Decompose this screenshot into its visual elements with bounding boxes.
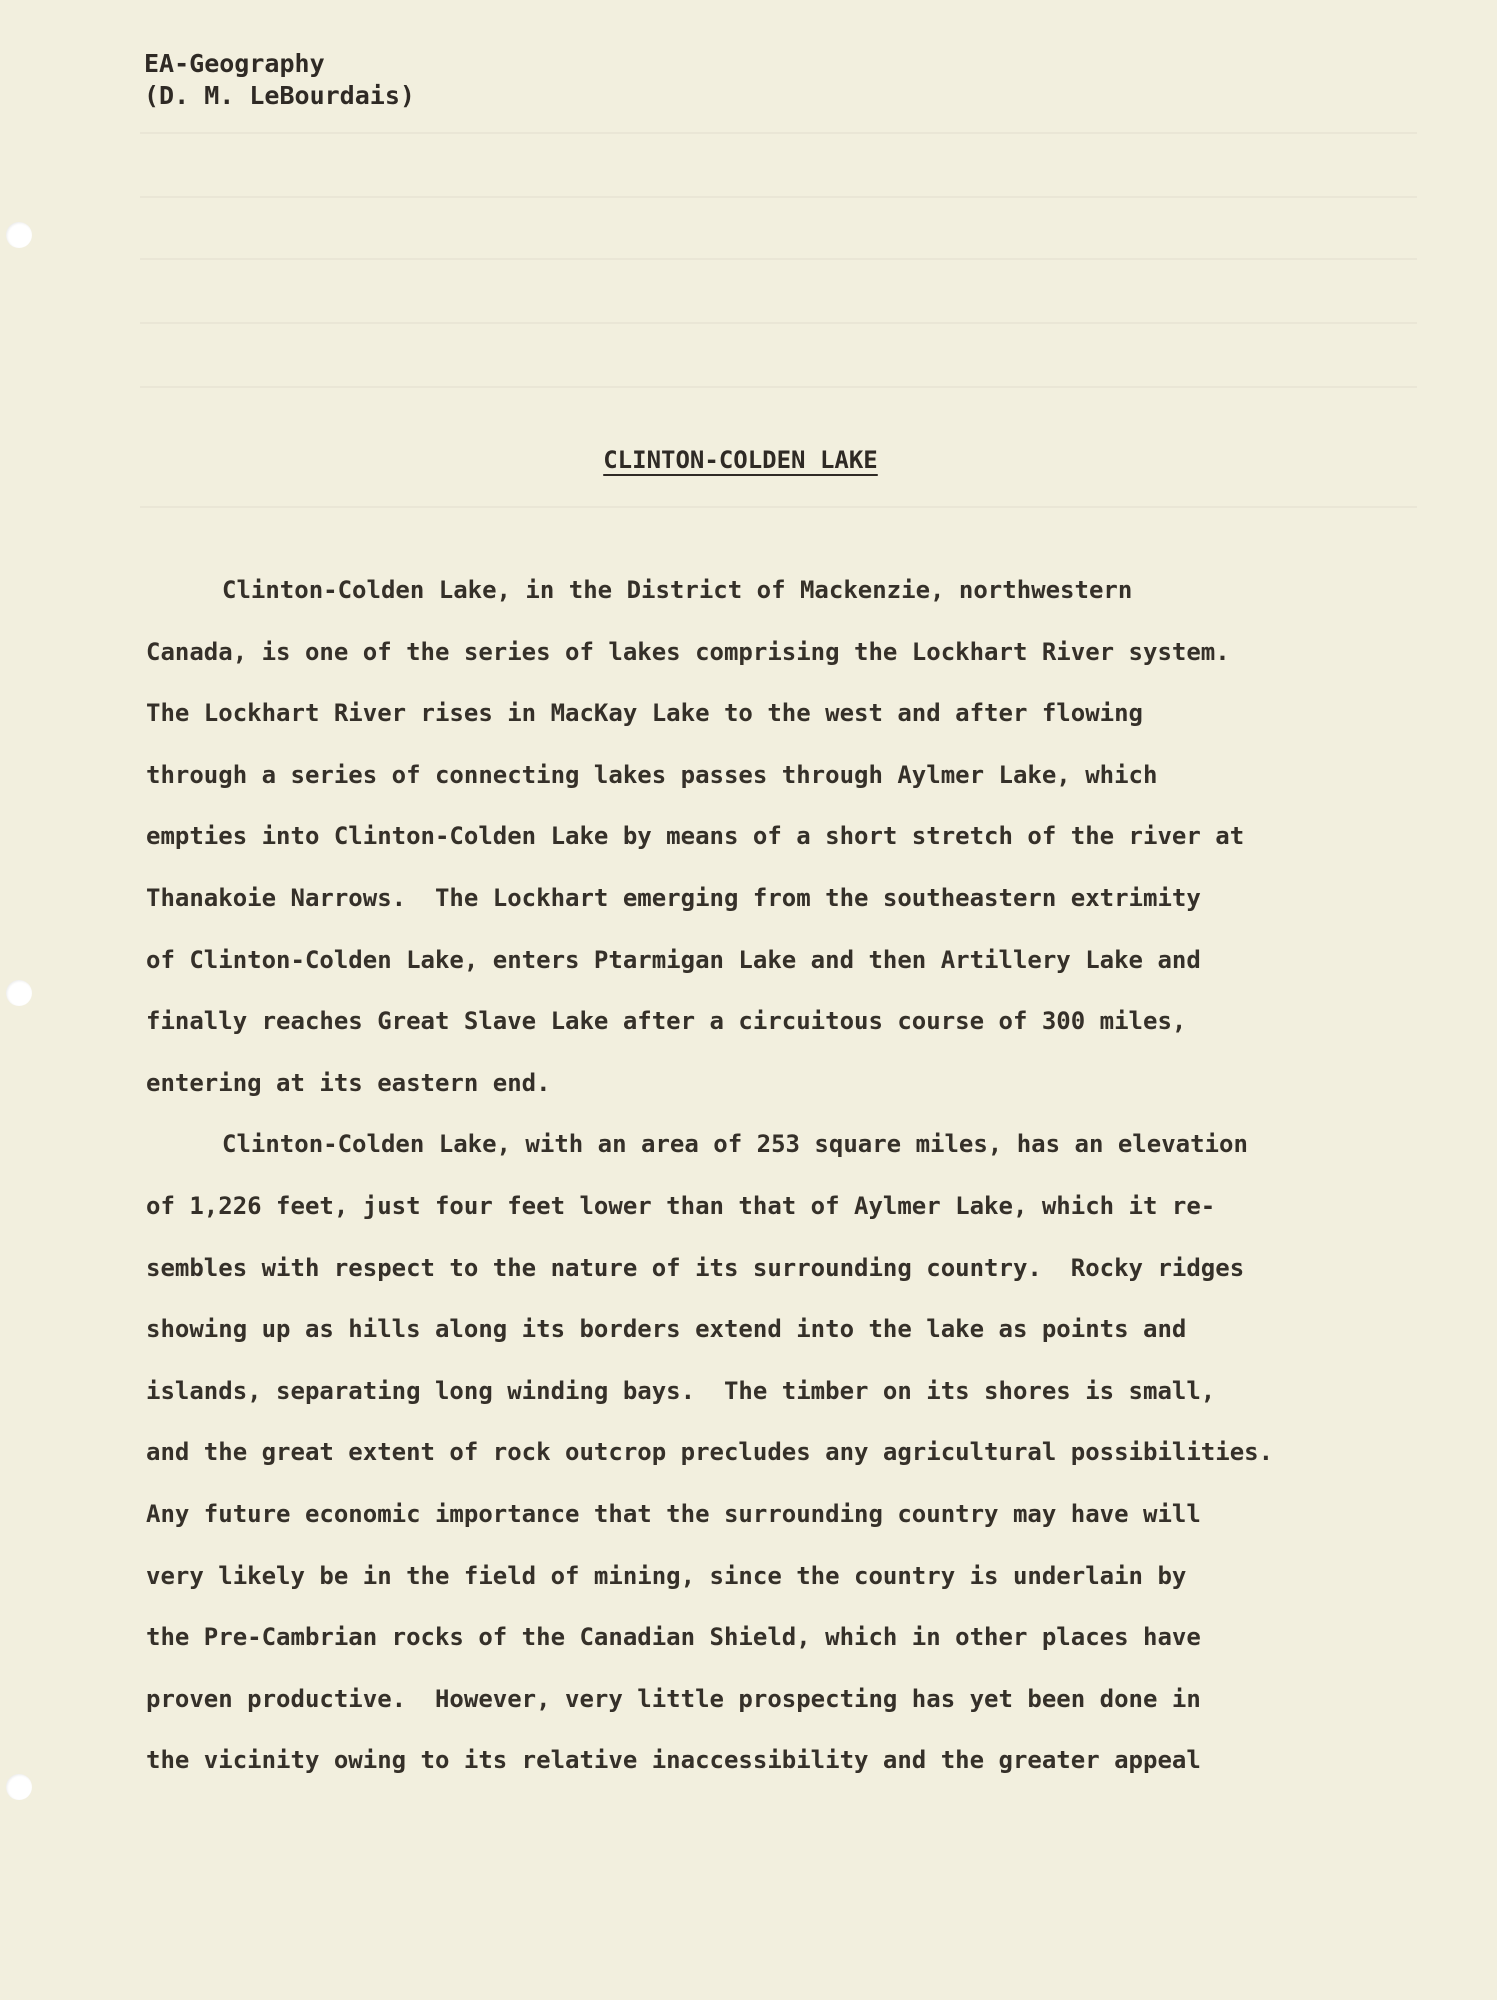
text-line: Thanakoie Narrows. The Lockhart emerging from the southeastern extrimity	[146, 883, 1201, 912]
text-line: of 1,226 feet, just four feet lower than that of Aylmer Lake, which it re-	[146, 1191, 1216, 1220]
bleed-through-line	[140, 132, 1417, 134]
document-body	[146, 560, 1346, 1792]
text-line: Clinton-Colden Lake, with an area of 253 square miles, has an elevation	[222, 1130, 1248, 1159]
text-line: the vicinity owing to its relative inaccessibility and the greater appeal	[146, 1746, 1201, 1775]
bleed-through-line	[140, 322, 1417, 324]
document-header	[144, 48, 415, 112]
document-title: CLINTON-COLDEN LAKE	[603, 446, 878, 474]
paragraph-2	[146, 1114, 1346, 1792]
bleed-through-line	[140, 506, 1417, 508]
punch-hole	[6, 1774, 32, 1800]
paragraph-1	[146, 560, 1346, 1114]
header-category: EA-Geography	[144, 49, 325, 78]
bleed-through-line	[140, 258, 1417, 260]
text-line: finally reaches Great Slave Lake after a circuitous course of 300 miles,	[146, 1007, 1187, 1036]
text-line: The Lockhart River rises in MacKay Lake to the west and after flowing	[146, 699, 1143, 728]
text-line: of Clinton-Colden Lake, enters Ptarmigan Lake and then Artillery Lake and	[146, 945, 1201, 974]
text-line: Clinton-Colden Lake, in the District of Mackenzie, northwestern	[222, 576, 1133, 604]
text-line: Canada, is one of the series of lakes comprising the Lockhart River system.	[146, 637, 1230, 666]
header-author: (D. M. LeBourdais)	[144, 81, 415, 110]
document-title-wrapper	[0, 446, 1497, 474]
punch-hole	[6, 222, 32, 248]
bleed-through-line	[140, 196, 1417, 198]
text-line: the Pre-Cambrian rocks of the Canadian Shield, which in other places have	[146, 1623, 1201, 1652]
punch-hole	[6, 980, 32, 1006]
text-line: entering at its eastern end.	[146, 1068, 551, 1097]
text-line: Any future economic importance that the surrounding country may have will	[146, 1499, 1201, 1528]
bleed-through-line	[140, 386, 1417, 388]
text-line: islands, separating long winding bays. The timber on its shores is small,	[146, 1376, 1216, 1405]
text-line: very likely be in the field of mining, since the country is underlain by	[146, 1561, 1187, 1590]
text-line: sembles with respect to the nature of its surrounding country. Rocky ridges	[146, 1253, 1245, 1282]
text-line: showing up as hills along its borders extend into the lake as points and	[146, 1315, 1187, 1344]
text-line: and the great extent of rock outcrop precludes any agricultural possibilities.	[146, 1438, 1274, 1467]
text-line: proven productive. However, very little prospecting has yet been done in	[146, 1684, 1201, 1713]
text-line: through a series of connecting lakes passes through Aylmer Lake, which	[146, 760, 1158, 789]
text-line: empties into Clinton-Colden Lake by means of a short stretch of the river at	[146, 822, 1245, 851]
